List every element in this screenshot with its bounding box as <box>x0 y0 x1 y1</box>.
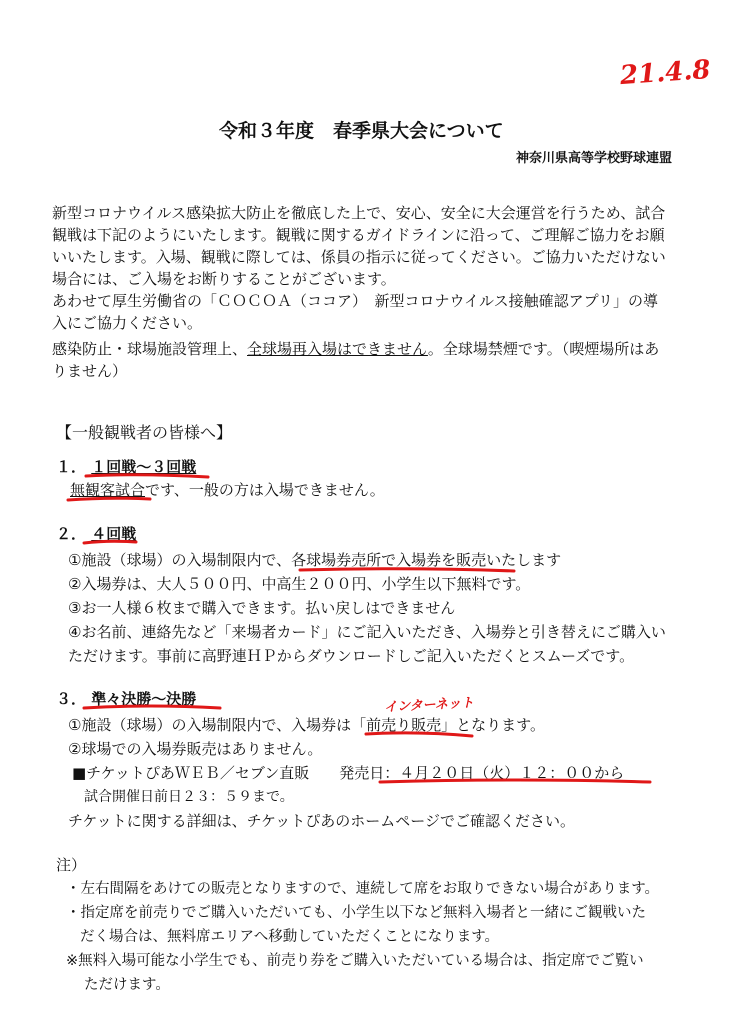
item-2-line-1: ①施設（球場）の入場制限内で、各球場券売所で入場券を販売いたします <box>68 551 562 569</box>
item-2-number: ２． <box>56 525 87 543</box>
item-3-handwritten-note: インターネット <box>383 695 475 716</box>
handwritten-date: 21.4.8 <box>619 54 712 92</box>
intro-line-3: いいたします。入場、観戦に際しては、係員の指示に従ってください。ご協力いただけない <box>52 248 666 266</box>
item-1-title: １回戦～３回戦 <box>91 458 197 476</box>
item-3-line-3: ■チケットぴあＷＥＢ／セブン直販 発売日：４月２０日（火）１２：００から <box>72 764 625 782</box>
item-1-heading <box>56 458 196 476</box>
note-line-2: ・指定席を前売りでご購入いただいても、小学生以下など無料入場者と一緒にご観戦いた <box>66 905 646 921</box>
organization-name: 神奈川県高等学校野球連盟 <box>516 151 673 166</box>
item-3-number: ３． <box>56 690 87 708</box>
intro-line-4: 場合には、ご入場をお断りすることがございます。 <box>52 270 396 288</box>
item-2-line-5: ただけます。事前に高野連ＨＰからダウンロードしご記入いただくとスムーズです。 <box>68 647 635 665</box>
intro-line-1: 新型コロナウイルス感染拡大防止を徹底した上で、安心、安全に大会運営を行うため、試合 <box>52 204 666 222</box>
intro-line-5: あわせて厚生労働省の「ＣＯＣＯＡ（ココア） 新型コロナウイルス接触確認アプリ」の導 <box>52 292 659 310</box>
section-heading: 【一般観戦者の皆様へ】 <box>56 423 233 442</box>
item-3-heading <box>56 690 196 708</box>
item-1-emphasis: 無観客試合 <box>70 481 146 499</box>
item-2-line-3: ③お一人様６枚まで購入できます。払い戻しはできません <box>68 599 456 617</box>
item-3-title: 準々決勝～決勝 <box>91 690 197 708</box>
note-line-5: ただけます。 <box>84 977 170 993</box>
note-line-1: ・左右間隔をあけての販売となりますので、連続して席をお取りできない場合があります。 <box>66 881 660 897</box>
item-2-heading <box>56 525 136 543</box>
intro-line-2: 観戦は下記のようにいたします。観戦に関するガイドラインに沿って、ご理解ご協力をお願 <box>52 226 665 244</box>
item-1-line-1 <box>70 481 385 499</box>
item-1-number: １． <box>56 458 87 476</box>
note-line-3: だく場合は、無料席エリアへ移動していただくことになります。 <box>80 929 500 945</box>
item-3-line-4: 試合開催日前日２３：５９まで。 <box>84 789 294 805</box>
reentry-prefix: 感染防止・球場施設管理上、 <box>52 340 248 358</box>
page-title: 令和３年度 春季県大会について <box>219 120 504 142</box>
item-2-line-2: ②入場券は、大人５００円、中高生２００円、小学生以下無料です。 <box>68 575 531 593</box>
intro-line-6: 入にご協力ください。 <box>52 314 203 332</box>
reentry-suffix: 。全球場禁煙です。（喫煙場所はあ <box>427 340 660 358</box>
reentry-line-2: りません） <box>52 362 128 380</box>
item-3-line-2: ②球場での入場券販売はありません。 <box>68 740 323 758</box>
item-2-title: ４回戦 <box>91 525 137 543</box>
note-line-4: ※無料入場可能な小学生でも、前売り券をご購入いただいている場合は、指定席でご覧い <box>66 953 644 969</box>
reentry-line <box>52 340 659 358</box>
item-1-rest: です、一般の方は入場できません。 <box>145 481 385 499</box>
notes-label: 注） <box>56 856 87 874</box>
item-2-line-4: ④お名前、連絡先など「来場者カード」にご記入いただき、入場券と引き替えにご購入い <box>68 623 666 641</box>
item-3-line-1: ①施設（球場）の入場制限内で、入場券は「前売り販売」となります。 <box>68 716 545 734</box>
underline-ticket-sales <box>300 569 514 571</box>
reentry-emphasis: 全球場再入場はできません <box>247 340 428 358</box>
item-3-line-5: チケットに関する詳細は、チケットぴあのホームページでご確認ください。 <box>68 812 576 830</box>
